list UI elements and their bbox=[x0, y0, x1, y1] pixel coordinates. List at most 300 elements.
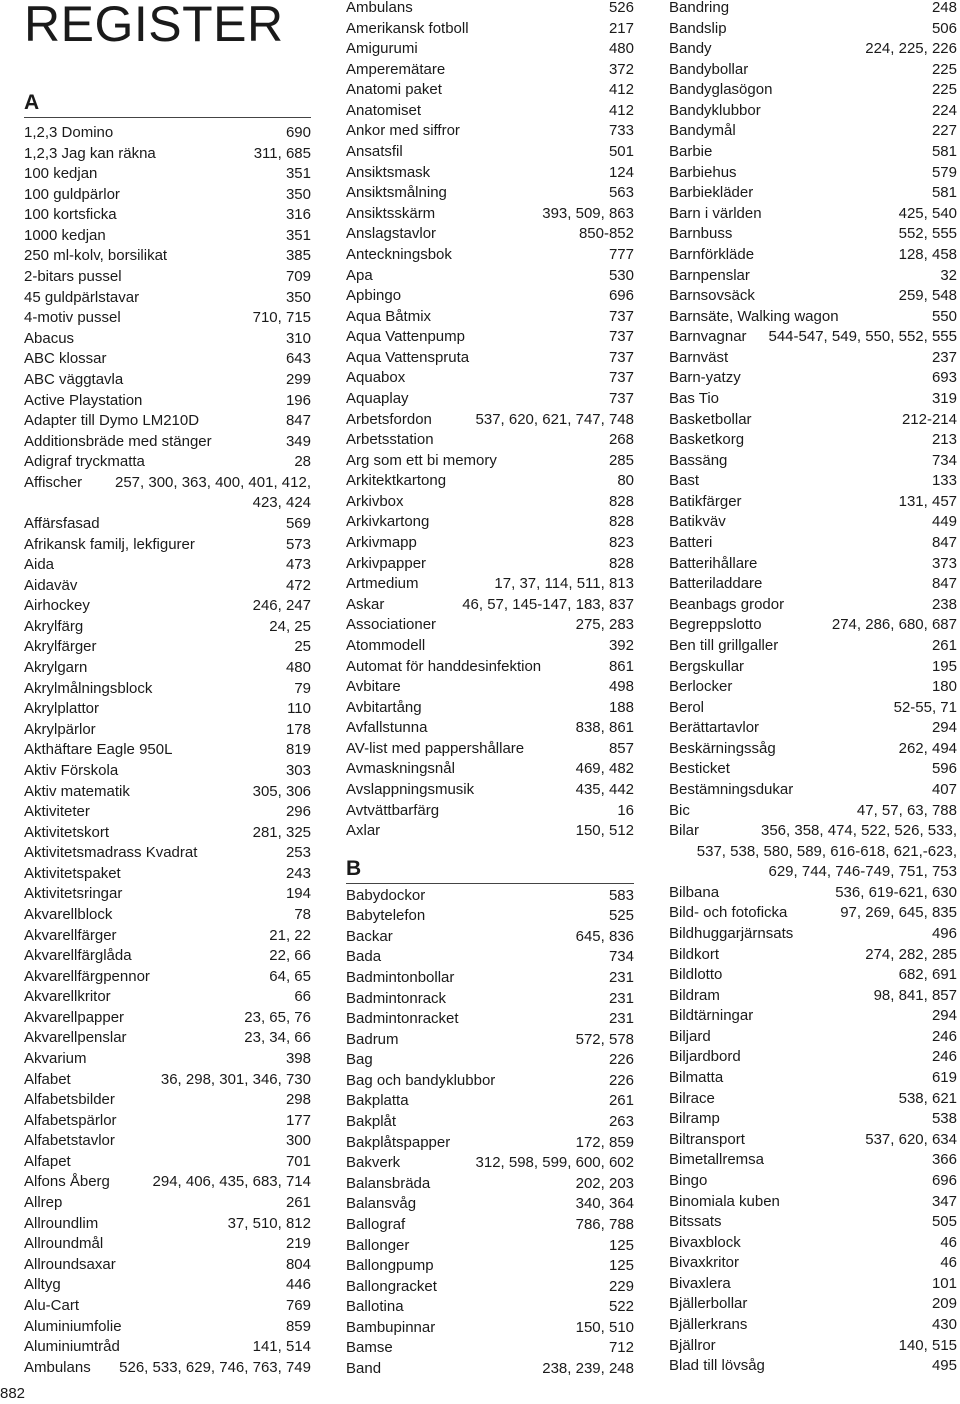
index-entry bbox=[24, 967, 311, 988]
entry-term: ABC väggtavla bbox=[24, 370, 124, 388]
index-entry bbox=[669, 1130, 957, 1151]
entry-pages: 238, 239, 248 bbox=[542, 1360, 634, 1377]
entry-term: Babydockor bbox=[346, 886, 426, 904]
index-entry bbox=[24, 1152, 311, 1173]
entry-pages: 253 bbox=[285, 844, 311, 862]
entry-term: Avslappningsmusik bbox=[346, 780, 475, 798]
entry-term: Akrylfärg bbox=[24, 617, 84, 635]
entry-pages: 226 bbox=[608, 1051, 634, 1069]
index-entry bbox=[669, 759, 957, 780]
index-entry bbox=[24, 843, 311, 864]
index-entry bbox=[669, 903, 957, 924]
index-entry bbox=[669, 19, 957, 40]
index-entry bbox=[24, 1214, 311, 1235]
entry-term: Abacus bbox=[24, 329, 75, 347]
entry-term: Arg som ett bi memory bbox=[346, 451, 497, 469]
entry-term: Balansvåg bbox=[346, 1195, 417, 1213]
index-entry bbox=[346, 886, 634, 907]
index-entry bbox=[669, 1089, 957, 1110]
entry-pages: 17, 37, 114, 511, 813 bbox=[494, 575, 634, 593]
entry-term: 100 kedjan bbox=[24, 165, 98, 183]
index-entry bbox=[24, 1317, 311, 1338]
entry-pages: 303 bbox=[285, 761, 311, 779]
index-entry bbox=[669, 636, 957, 657]
index-entry bbox=[24, 1131, 311, 1152]
entry-term: Barnförkläde bbox=[669, 245, 755, 263]
index-entry bbox=[24, 823, 311, 844]
entry-term: Bic bbox=[669, 801, 690, 819]
entry-pages: 46 bbox=[940, 1254, 957, 1272]
entry-pages: 572, 578 bbox=[575, 1030, 634, 1048]
entry-term: Aqua Båtmix bbox=[346, 307, 432, 325]
entry-pages: 469, 482 bbox=[575, 760, 634, 778]
entry-pages: 581 bbox=[931, 143, 957, 161]
entry-pages: 110 bbox=[287, 700, 311, 718]
entry-pages: 141, 514 bbox=[252, 1338, 311, 1356]
entry-pages: 819 bbox=[285, 741, 311, 759]
entry-term: Barnsäte, Walking wagon bbox=[669, 307, 839, 325]
entry-pages: 398 bbox=[285, 1050, 311, 1068]
entry-term: Afrikansk familj, lekfigurer bbox=[24, 535, 195, 553]
entry-pages: 643 bbox=[285, 350, 311, 368]
index-entry bbox=[669, 1171, 957, 1192]
entry-term: Alfapet bbox=[24, 1152, 71, 1170]
entry-term: Barnpenslar bbox=[669, 266, 750, 284]
index-entry bbox=[346, 389, 634, 410]
entry-pages: 435, 442 bbox=[575, 780, 634, 798]
entry-term: Bergskullar bbox=[669, 657, 745, 675]
index-entry bbox=[346, 204, 634, 225]
entry-pages: 737 bbox=[608, 389, 634, 407]
entry-pages: 274, 282, 285 bbox=[865, 945, 957, 963]
index-entry bbox=[669, 245, 957, 266]
page-number: 882 bbox=[0, 1385, 26, 1402]
index-entry bbox=[346, 430, 634, 451]
entry-pages: 261 bbox=[285, 1194, 311, 1212]
index-entry bbox=[24, 411, 311, 432]
index-entry bbox=[24, 205, 311, 226]
entry-pages: 522 bbox=[608, 1298, 634, 1316]
entry-term: Akvarellfärglåda bbox=[24, 947, 132, 965]
index-entry bbox=[346, 554, 634, 575]
entry-pages: 285 bbox=[608, 451, 634, 469]
entry-pages: 98, 841, 857 bbox=[873, 986, 957, 1004]
entry-pages: 501 bbox=[608, 143, 634, 161]
entry-pages: 261 bbox=[931, 636, 957, 654]
index-entry bbox=[24, 720, 311, 741]
entry-term: Akvarellpapper bbox=[24, 1008, 125, 1026]
entry-term: ABC klossar bbox=[24, 350, 107, 368]
entry-term: Arbetsfordon bbox=[346, 410, 432, 428]
index-entry bbox=[669, 883, 957, 904]
index-entry bbox=[346, 780, 634, 801]
entry-pages: 690 bbox=[285, 124, 311, 141]
entry-pages: 238 bbox=[931, 595, 957, 613]
index-entry bbox=[24, 555, 311, 576]
index-entry bbox=[346, 1256, 634, 1277]
entry-pages: 552, 555 bbox=[898, 225, 957, 243]
entry-pages: 786, 788 bbox=[575, 1215, 634, 1233]
entry-term: Ansiktsskärm bbox=[346, 204, 436, 222]
entry-term: Berlocker bbox=[669, 678, 733, 696]
index-entry bbox=[669, 1336, 957, 1357]
entry-term: Arkivkartong bbox=[346, 513, 430, 531]
entry-term: Aidaväv bbox=[24, 576, 78, 594]
index-entry bbox=[346, 1338, 634, 1359]
entry-pages: 80 bbox=[617, 472, 634, 490]
index-entry bbox=[669, 718, 957, 739]
index-entry bbox=[669, 1253, 957, 1274]
entry-term: Batikväv bbox=[669, 513, 726, 531]
entry-pages: 298 bbox=[285, 1091, 311, 1109]
entry-term: Bilramp bbox=[669, 1110, 720, 1128]
entry-pages: 261 bbox=[608, 1092, 634, 1110]
index-entry bbox=[346, 39, 634, 60]
entry-pages: 538 bbox=[931, 1110, 957, 1128]
index-entry bbox=[669, 492, 957, 513]
entry-pages: 373 bbox=[931, 554, 957, 572]
entry-term: Bag bbox=[346, 1051, 373, 1069]
entry-term: Barnsovsäck bbox=[669, 287, 755, 305]
entry-pages: 22, 66 bbox=[269, 947, 311, 965]
index-entry bbox=[24, 1049, 311, 1070]
entry-term: Bambupinnar bbox=[346, 1318, 436, 1336]
entry-pages: 823 bbox=[608, 534, 634, 552]
entry-pages: 350 bbox=[285, 185, 311, 203]
index-entry bbox=[346, 1277, 634, 1298]
entry-pages: 231 bbox=[608, 989, 634, 1007]
index-entry bbox=[346, 1359, 634, 1380]
index-entry bbox=[669, 307, 957, 328]
entry-pages: 248 bbox=[931, 0, 957, 16]
entry-pages: 125 bbox=[608, 1236, 634, 1254]
index-entry bbox=[346, 1153, 634, 1174]
entry-term: Balansbräda bbox=[346, 1174, 431, 1192]
entry-pages: 430 bbox=[931, 1316, 957, 1333]
entry-pages: 21, 22 bbox=[269, 926, 311, 944]
entry-term: Beskärningssåg bbox=[669, 739, 776, 757]
entry-pages: 150, 510 bbox=[575, 1318, 634, 1336]
entry-pages: 734 bbox=[931, 451, 957, 469]
entry-term: Aktivitetsringar bbox=[24, 885, 123, 903]
entry-pages: 583 bbox=[608, 886, 634, 904]
entry-term: Amerikansk fotboll bbox=[346, 19, 469, 37]
entry-term: Akvarellkritor bbox=[24, 988, 111, 1006]
entry-term: Akrylfärger bbox=[24, 638, 97, 656]
index-entry bbox=[346, 1071, 634, 1092]
entry-pages: 259, 548 bbox=[898, 287, 957, 305]
entry-pages: 710, 715 bbox=[252, 309, 311, 327]
entry-pages: 231 bbox=[608, 969, 634, 987]
entry-term: Akthäftare Eagle 950L bbox=[24, 741, 173, 759]
index-entry bbox=[346, 1174, 634, 1195]
index-entry bbox=[24, 123, 311, 144]
entry-pages: 311, 685 bbox=[253, 144, 311, 162]
entry-pages: 133 bbox=[931, 472, 957, 490]
index-entry bbox=[669, 1212, 957, 1233]
index-entry bbox=[346, 1030, 634, 1051]
entry-pages: 526, 533, 629, 746, 763, 749 bbox=[119, 1358, 311, 1376]
entry-pages: 219 bbox=[285, 1235, 311, 1253]
index-entry bbox=[669, 60, 957, 81]
entry-term: Aquaplay bbox=[346, 389, 409, 407]
index-entry bbox=[24, 349, 311, 370]
index-entry bbox=[346, 1297, 634, 1318]
entry-pages: 412 bbox=[608, 101, 634, 119]
entry-pages: 225 bbox=[931, 60, 957, 78]
entry-pages: 682, 691 bbox=[898, 966, 957, 984]
index-entry bbox=[346, 698, 634, 719]
entry-pages: 351 bbox=[285, 226, 311, 244]
entry-term: 100 kortsficka bbox=[24, 206, 117, 224]
entry-term: Bandy bbox=[669, 40, 712, 58]
entry-term: Barbiehus bbox=[669, 163, 737, 181]
entry-term: Berättartavlor bbox=[669, 719, 760, 737]
index-entry bbox=[346, 60, 634, 81]
entry-pages: 268 bbox=[608, 431, 634, 449]
index-entry bbox=[346, 927, 634, 948]
index-entry bbox=[346, 906, 634, 927]
index-entry bbox=[669, 389, 957, 410]
entry-term: Akrylpärlor bbox=[24, 720, 96, 738]
entry-term: Aluminiumfolie bbox=[24, 1317, 122, 1335]
entry-term: Apa bbox=[346, 266, 373, 284]
index-entry bbox=[346, 142, 634, 163]
entry-term: Ballograf bbox=[346, 1215, 406, 1233]
entry-pages: 498 bbox=[608, 678, 634, 696]
entry-pages: 274, 286, 680, 687 bbox=[831, 616, 957, 634]
entry-term: Batikfärger bbox=[669, 492, 742, 510]
index-entry bbox=[346, 989, 634, 1010]
entry-term: Biljard bbox=[669, 1027, 711, 1045]
entry-term: Bast bbox=[669, 472, 700, 490]
index-entry bbox=[346, 1050, 634, 1071]
entry-term: Bakplåtspapper bbox=[346, 1133, 451, 1151]
index-entry bbox=[24, 905, 311, 926]
entry-pages: 709 bbox=[285, 268, 311, 286]
entry-term: Bilbana bbox=[669, 883, 720, 901]
index-entry bbox=[24, 1296, 311, 1317]
entry-term: Affärsfasad bbox=[24, 514, 100, 532]
entry-term: Airhockey bbox=[24, 597, 90, 615]
entry-pages: 217 bbox=[608, 19, 634, 37]
entry-term: 45 guldpärlstavar bbox=[24, 288, 140, 306]
entry-pages: 128, 458 bbox=[898, 245, 957, 263]
index-entry bbox=[669, 657, 957, 678]
index-entry bbox=[669, 1294, 957, 1315]
entry-term: 100 guldpärlor bbox=[24, 185, 120, 203]
index-entry bbox=[346, 657, 634, 678]
index-entry bbox=[24, 1028, 311, 1049]
entry-term: Ansiktsmålning bbox=[346, 184, 447, 202]
index-entry bbox=[24, 164, 311, 185]
entry-term: Bassäng bbox=[669, 451, 728, 469]
entry-pages: 66 bbox=[294, 988, 311, 1006]
entry-pages: 525 bbox=[608, 907, 634, 925]
index-entry bbox=[24, 1070, 311, 1091]
entry-term: Ballotina bbox=[346, 1298, 404, 1316]
entry-term: Backar bbox=[346, 927, 393, 945]
index-entry bbox=[346, 1215, 634, 1236]
index-entry bbox=[669, 1027, 957, 1048]
entry-pages: 24, 25 bbox=[269, 617, 311, 635]
entry-term: Arbetsstation bbox=[346, 431, 434, 449]
index-entry bbox=[346, 0, 634, 19]
entry-term: Bingo bbox=[669, 1171, 708, 1189]
index-entry bbox=[346, 348, 634, 369]
entry-pages: 349 bbox=[285, 432, 311, 450]
entry-pages: 23, 34, 66 bbox=[244, 1029, 311, 1047]
index-entry bbox=[669, 0, 957, 19]
entry-term: Alfabet bbox=[24, 1070, 71, 1088]
entry-pages: 237 bbox=[931, 348, 957, 366]
entry-pages: 701 bbox=[285, 1152, 311, 1170]
entry-term: Ansiktsmask bbox=[346, 163, 431, 181]
entry-term: Bjällerbollar bbox=[669, 1295, 748, 1313]
entry-pages: 392 bbox=[608, 636, 634, 654]
entry-term: Allroundsaxar bbox=[24, 1255, 116, 1273]
entry-pages-continued: 629, 744, 746-749, 751, 753 bbox=[768, 863, 957, 881]
index-entry bbox=[24, 514, 311, 535]
entry-pages: 473 bbox=[285, 556, 311, 574]
index-entry bbox=[669, 1356, 957, 1377]
entry-term: Berol bbox=[669, 698, 705, 716]
entry-pages: 319 bbox=[931, 389, 957, 407]
entry-term: Akrylmålningsblock bbox=[24, 679, 153, 697]
entry-term: Biljardbord bbox=[669, 1048, 741, 1066]
index-entry bbox=[669, 266, 957, 287]
index-entry bbox=[669, 945, 957, 966]
entry-term: Bivaxkritor bbox=[669, 1254, 740, 1272]
index-entry bbox=[669, 1068, 957, 1089]
entry-pages: 472 bbox=[285, 576, 311, 594]
index-column-1 bbox=[24, 90, 311, 1378]
entry-term: Barn i världen bbox=[669, 204, 762, 222]
index-entry bbox=[346, 1194, 634, 1215]
page-title: REGISTER bbox=[24, 0, 284, 52]
entry-term: Amigurumi bbox=[346, 40, 418, 58]
entry-pages: 733 bbox=[608, 122, 634, 140]
index-entry bbox=[669, 204, 957, 225]
entry-pages: 316 bbox=[285, 206, 311, 224]
index-column-2 bbox=[346, 0, 634, 1380]
index-entry bbox=[669, 183, 957, 204]
index-entry bbox=[24, 226, 311, 247]
index-entry bbox=[24, 679, 311, 700]
entry-pages: 350 bbox=[285, 288, 311, 306]
entry-term: Biltransport bbox=[669, 1130, 745, 1148]
index-entry bbox=[24, 1275, 311, 1296]
index-entry bbox=[24, 535, 311, 556]
index-entry bbox=[24, 884, 311, 905]
index-entry bbox=[24, 617, 311, 638]
entry-pages: 449 bbox=[931, 513, 957, 531]
entry-term: Allroundlim bbox=[24, 1214, 99, 1232]
entry-pages: 734 bbox=[608, 948, 634, 966]
entry-term: Aqua Vattenspruta bbox=[346, 348, 470, 366]
entry-pages: 544-547, 549, 550, 552, 555 bbox=[768, 328, 957, 346]
entry-term: Alfons Åberg bbox=[24, 1173, 110, 1191]
entry-term: Akrylgarn bbox=[24, 659, 88, 677]
index-entry bbox=[24, 1234, 311, 1255]
index-entry bbox=[669, 554, 957, 575]
entry-term: Barnväst bbox=[669, 348, 729, 366]
index-entry bbox=[346, 307, 634, 328]
entry-pages: 275, 283 bbox=[575, 616, 634, 634]
entry-term: Axlar bbox=[346, 822, 381, 840]
entry-pages: 212-214 bbox=[901, 410, 957, 428]
index-entry bbox=[669, 1006, 957, 1027]
index-entry bbox=[346, 1133, 634, 1154]
entry-pages: 294, 406, 435, 683, 714 bbox=[152, 1173, 311, 1191]
entry-pages: 224 bbox=[931, 101, 957, 119]
index-entry bbox=[346, 801, 634, 822]
entry-pages: 496 bbox=[931, 925, 957, 943]
entry-term: Ballongpump bbox=[346, 1257, 434, 1275]
entry-term: Avfallstunna bbox=[346, 719, 428, 737]
entry-term: Bandybollar bbox=[669, 60, 749, 78]
entry-pages: 696 bbox=[931, 1171, 957, 1189]
entry-term: Bandymål bbox=[669, 122, 736, 140]
entry-pages: 47, 57, 63, 788 bbox=[856, 801, 957, 819]
entry-term: Akvarellfärgpennor bbox=[24, 967, 150, 985]
entry-term: Beanbags grodor bbox=[669, 595, 785, 613]
entry-pages: 46 bbox=[940, 1233, 957, 1251]
entry-term: Aluminiumtråd bbox=[24, 1338, 120, 1356]
entry-term: Apbingo bbox=[346, 287, 402, 305]
entry-pages: 356, 358, 474, 522, 526, 533, bbox=[760, 822, 957, 840]
entry-term: Bilmatta bbox=[669, 1069, 724, 1087]
index-entry bbox=[24, 596, 311, 617]
entry-pages: 573 bbox=[285, 535, 311, 553]
section-letter: B bbox=[346, 856, 634, 884]
entry-pages: 227 bbox=[931, 122, 957, 140]
entry-term: Akvarellblock bbox=[24, 905, 113, 923]
entry-term: Arkitektkartong bbox=[346, 472, 447, 490]
index-entry bbox=[24, 1193, 311, 1214]
index-entry bbox=[669, 1150, 957, 1171]
entry-term: Arkivmapp bbox=[346, 534, 417, 552]
entry-term: Begreppslotto bbox=[669, 616, 762, 634]
entry-term: Binomiala kuben bbox=[669, 1192, 780, 1210]
index-entry bbox=[346, 224, 634, 245]
index-entry bbox=[24, 329, 311, 350]
entry-pages: 195 bbox=[931, 657, 957, 675]
entry-term: Bandyklubbor bbox=[669, 101, 761, 119]
index-entry bbox=[669, 595, 957, 616]
entry-term: Badmintonrack bbox=[346, 989, 447, 1007]
entry-term: Aktivitetspaket bbox=[24, 864, 121, 882]
entry-term: Blad till lövsåg bbox=[669, 1357, 765, 1375]
entry-term: Bildlotto bbox=[669, 966, 723, 984]
entry-pages: 296 bbox=[285, 803, 311, 821]
entry-pages: 124 bbox=[608, 163, 634, 181]
index-entry bbox=[346, 101, 634, 122]
entry-pages: 828 bbox=[608, 554, 634, 572]
index-entry bbox=[669, 327, 957, 348]
entry-pages: 385 bbox=[285, 247, 311, 265]
index-entry bbox=[669, 348, 957, 369]
index-entry bbox=[346, 368, 634, 389]
entry-term: Allroundmål bbox=[24, 1235, 104, 1253]
entry-term: Aktivitetsmadrass Kvadrat bbox=[24, 844, 198, 862]
index-entry bbox=[24, 987, 311, 1008]
entry-term: Alltyg bbox=[24, 1276, 61, 1294]
entry-pages: 351 bbox=[285, 165, 311, 183]
entry-term: Batteriladdare bbox=[669, 575, 763, 593]
entry-pages: 46, 57, 145-147, 183, 837 bbox=[462, 595, 634, 613]
entry-term: Askar bbox=[346, 595, 385, 613]
